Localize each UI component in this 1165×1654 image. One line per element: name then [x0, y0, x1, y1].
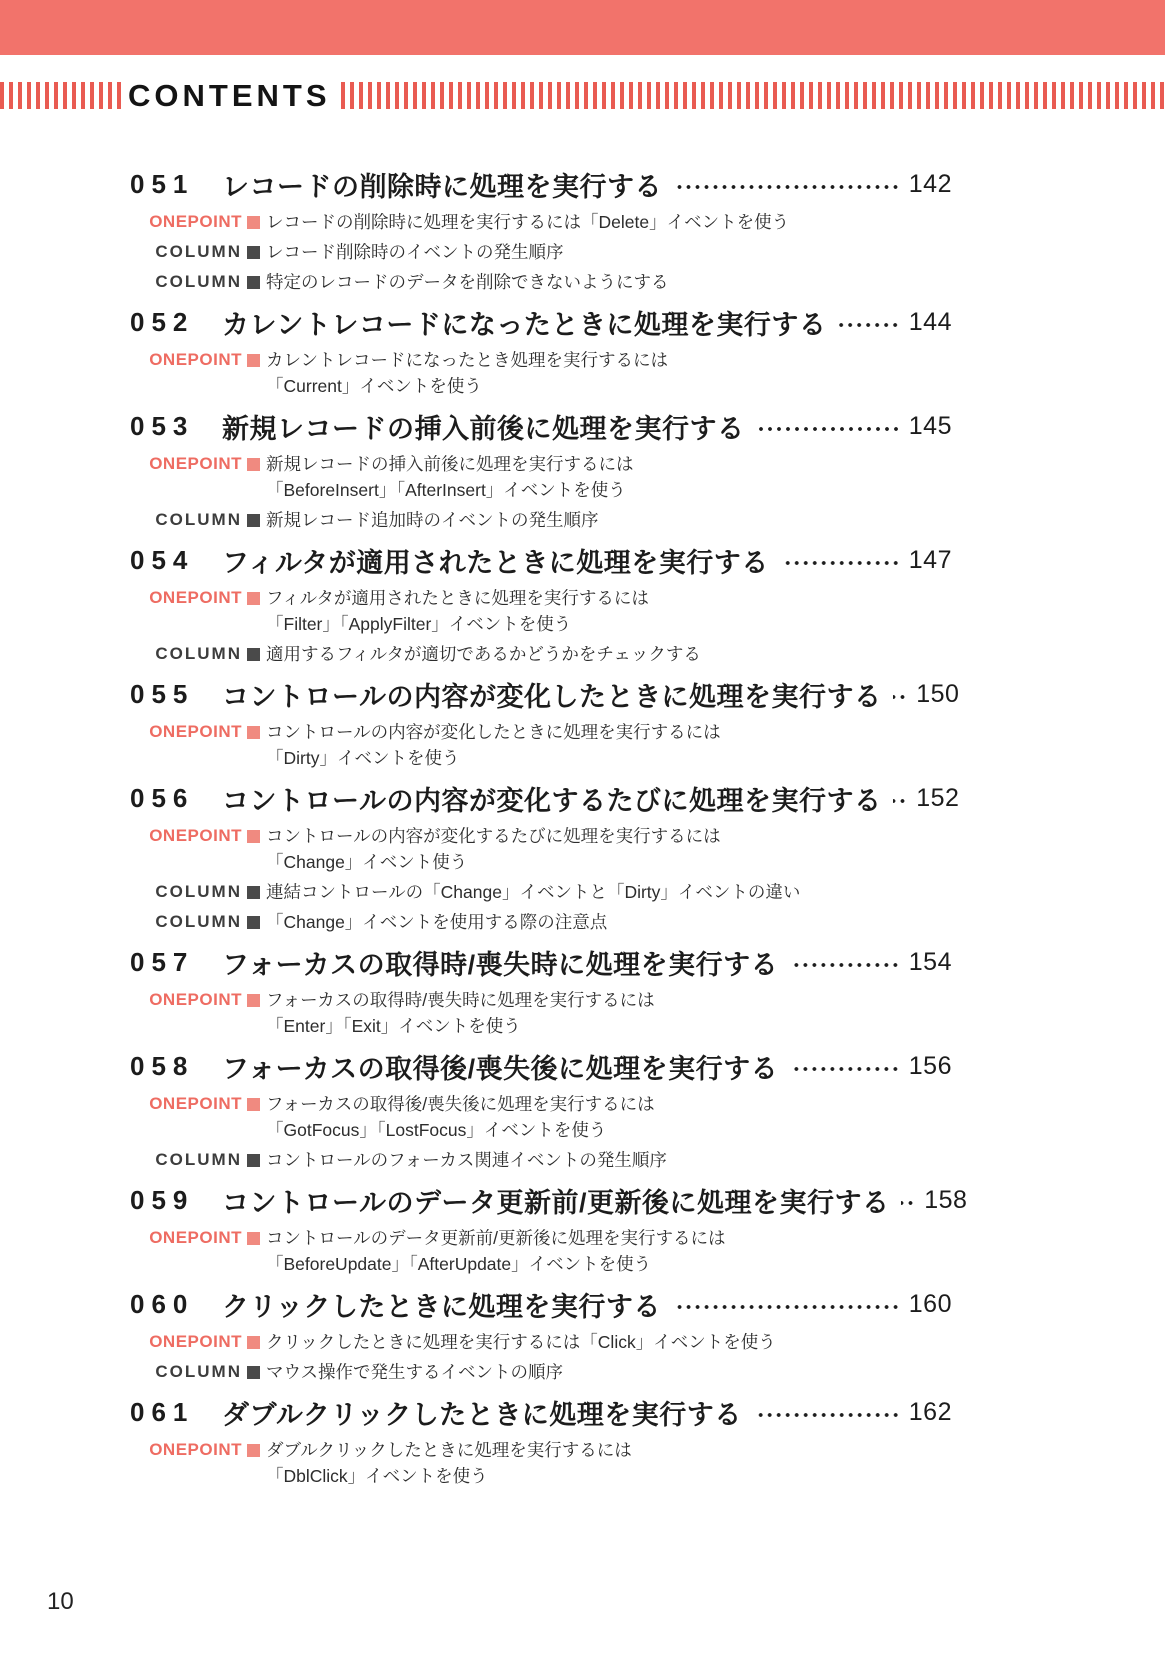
sub-entry	[130, 1329, 952, 1355]
sub-entry-text	[266, 719, 721, 771]
bullet-square-icon	[247, 354, 260, 367]
sub-entry-line: 「BeforeInsert」「AfterInsert」イベントを使う	[266, 480, 626, 500]
sub-entry-text	[266, 1147, 667, 1173]
sub-entries	[130, 585, 952, 667]
sub-entry-label: COLUMN	[155, 644, 242, 663]
toc-entry-row	[130, 1286, 952, 1322]
sub-entries	[130, 1225, 952, 1277]
sub-entry-label: ONEPOINT	[149, 722, 242, 741]
page-title: CONTENTS	[128, 78, 331, 113]
sub-entry-label: ONEPOINT	[149, 588, 242, 607]
toc-list	[130, 166, 968, 1498]
sub-entry	[130, 451, 952, 503]
toc-entry	[130, 1182, 968, 1277]
sub-entry-label: ONEPOINT	[149, 454, 242, 473]
sub-entry-text	[266, 879, 800, 905]
entry-page-number: 144	[908, 307, 952, 336]
entry-number: 052	[130, 306, 195, 337]
sub-entry-label: ONEPOINT	[149, 1228, 242, 1247]
sub-entries	[130, 209, 952, 295]
sub-entry-line: 特定のレコードのデータを削除できないようにする	[266, 272, 669, 292]
toc-entry-row	[130, 676, 960, 712]
bullet-square-icon	[247, 726, 260, 739]
entry-page-number: 162	[908, 1397, 952, 1426]
sub-entry	[130, 585, 952, 637]
bullet-square-icon	[247, 1098, 260, 1111]
sub-entry-label: ONEPOINT	[149, 350, 242, 369]
leader-dots	[781, 560, 900, 566]
sub-entries	[130, 823, 952, 935]
toc-entry-row	[130, 780, 960, 816]
entry-title: フィルタが適用されたときに処理を実行する	[222, 547, 769, 578]
sub-entry-line: 「Filter」「ApplyFilter」イベントを使う	[266, 614, 572, 634]
sub-entry-line: 新規レコードの挿入前後に処理を実行するには	[266, 454, 634, 474]
sub-entry-line: 適用するフィルタが適切であるかどうかをチェックする	[266, 644, 701, 664]
sub-entry-text	[266, 1437, 632, 1489]
sub-entry-line: 「Change」イベント使う	[266, 852, 468, 872]
sub-entries	[130, 347, 952, 399]
leader-dots	[757, 426, 901, 432]
sub-entry-line: 「Change」イベントを使用する際の注意点	[266, 912, 608, 932]
toc-entry-row	[130, 944, 952, 980]
sub-entry-line: 「DblClick」イベントを使う	[266, 1466, 488, 1486]
sub-entry-line: レコード削除時のイベントの発生順序	[266, 242, 564, 262]
entry-title: レコードの削除時に処理を実行する	[222, 171, 662, 202]
toc-entry	[130, 944, 952, 1039]
leader-dots	[901, 1200, 915, 1206]
sub-entry-label: ONEPOINT	[149, 990, 242, 1009]
sub-entry-line: カレントレコードになったとき処理を実行するには	[266, 350, 669, 370]
sub-entry	[130, 909, 952, 935]
sub-entry-line: マウス操作で発生するイベントの順序	[266, 1362, 563, 1382]
sub-entry	[130, 1359, 952, 1385]
sub-entry-line: 新規レコード追加時のイベントの発生順序	[266, 510, 599, 530]
sub-entry-label: COLUMN	[155, 272, 242, 291]
entry-number: 061	[130, 1396, 195, 1427]
entry-title: フォーカスの取得時/喪失時に処理を実行する	[222, 949, 779, 980]
bullet-square-icon	[247, 246, 260, 259]
bullet-square-icon	[247, 514, 260, 527]
sub-entry-label: ONEPOINT	[149, 1332, 242, 1351]
leader-dots	[790, 962, 900, 968]
entry-page-number: 150	[916, 679, 960, 708]
entry-title: コントロールの内容が変化するたびに処理を実行する	[222, 785, 882, 816]
leader-dots	[893, 798, 907, 804]
sub-entry-line: フォーカスの取得時/喪失時に処理を実行するには	[266, 990, 655, 1010]
toc-entry	[130, 1048, 952, 1173]
sub-entry-line: フィルタが適用されたときに処理を実行するには	[266, 588, 649, 608]
entry-number: 059	[130, 1184, 195, 1215]
sub-entries	[130, 1091, 952, 1173]
sub-entry-line: 連結コントロールの「Change」イベントと「Dirty」イベントの違い	[266, 882, 801, 902]
sub-entry-line: コントロールのフォーカス関連イベントの発生順序	[266, 1150, 667, 1170]
bullet-square-icon	[247, 886, 260, 899]
toc-entry-row	[130, 304, 952, 340]
sub-entries	[130, 719, 952, 771]
leader-dots	[754, 1412, 900, 1418]
toc-entry	[130, 542, 952, 667]
sub-entry-text	[266, 987, 655, 1039]
sub-entry-line: コントロールのデータ更新前/更新後に処理を実行するには	[266, 1228, 726, 1248]
bullet-square-icon	[247, 830, 260, 843]
sub-entry-label: ONEPOINT	[149, 1094, 242, 1113]
entry-number: 058	[130, 1050, 195, 1081]
entry-number: 060	[130, 1288, 195, 1319]
sub-entries	[130, 1437, 952, 1489]
bullet-square-icon	[247, 1154, 260, 1167]
sub-entry-text	[266, 209, 789, 235]
sub-entry	[130, 507, 952, 533]
leader-dots	[790, 1066, 900, 1072]
sub-entry-line: クリックしたときに処理を実行するには「Click」イベントを使う	[266, 1332, 776, 1352]
sub-entry-label: ONEPOINT	[149, 212, 242, 231]
sub-entry	[130, 239, 952, 265]
sub-entry-label: ONEPOINT	[149, 826, 242, 845]
entry-title: フォーカスの取得後/喪失後に処理を実行する	[222, 1053, 779, 1084]
sub-entry-line: レコードの削除時に処理を実行するには「Delete」イベントを使う	[266, 212, 790, 232]
header-stripes-left-icon	[0, 82, 122, 109]
toc-entry	[130, 1394, 952, 1489]
sub-entry-text	[266, 507, 599, 533]
entry-title: ダブルクリックしたときに処理を実行する	[222, 1399, 742, 1430]
sub-entry-text	[266, 451, 634, 503]
sub-entry-text	[266, 641, 701, 667]
sub-entry	[130, 987, 952, 1039]
bullet-square-icon	[247, 1366, 260, 1379]
sub-entries	[130, 451, 952, 533]
toc-entry	[130, 1286, 952, 1385]
bullet-square-icon	[247, 994, 260, 1007]
sub-entry-line: 「Enter」「Exit」イベントを使う	[266, 1016, 521, 1036]
sub-entry	[130, 1147, 952, 1173]
entry-page-number: 142	[908, 169, 952, 198]
entry-page-number: 152	[916, 783, 960, 812]
leader-dots	[893, 694, 907, 700]
bullet-square-icon	[247, 648, 260, 661]
toc-entry-row	[130, 166, 952, 202]
entry-number: 051	[130, 168, 195, 199]
sub-entry-line: ダブルクリックしたときに処理を実行するには	[266, 1440, 632, 1460]
sub-entry	[130, 347, 952, 399]
entry-page-number: 158	[924, 1185, 968, 1214]
top-accent-band	[0, 0, 1165, 55]
sub-entry-line: 「Current」イベントを使う	[266, 376, 482, 396]
entry-title: コントロールのデータ更新前/更新後に処理を実行する	[222, 1187, 890, 1218]
bullet-square-icon	[247, 1336, 260, 1349]
bullet-square-icon	[247, 592, 260, 605]
sub-entry-label: ONEPOINT	[149, 1440, 242, 1459]
entry-page-number: 154	[908, 947, 952, 976]
sub-entry	[130, 1437, 952, 1489]
entry-page-number: 147	[908, 545, 952, 574]
toc-entry	[130, 676, 960, 771]
sub-entry	[130, 209, 952, 235]
entry-number: 056	[130, 782, 195, 813]
entry-number: 057	[130, 946, 195, 977]
sub-entry-text	[266, 269, 669, 295]
sub-entries	[130, 987, 952, 1039]
entry-number: 054	[130, 544, 195, 575]
entry-page-number: 156	[908, 1051, 952, 1080]
sub-entry-text	[266, 1091, 655, 1143]
sub-entry-label: COLUMN	[155, 882, 242, 901]
sub-entry-line: コントロールの内容が変化するたびに処理を実行するには	[266, 826, 721, 846]
entry-page-number: 145	[908, 411, 952, 440]
sub-entry-text	[266, 909, 607, 935]
toc-entry-row	[130, 1394, 952, 1430]
sub-entry	[130, 719, 952, 771]
entry-number: 053	[130, 410, 195, 441]
page-number: 10	[47, 1588, 74, 1615]
sub-entry-text	[266, 239, 564, 265]
toc-entry-row	[130, 408, 952, 444]
sub-entry-text	[266, 1329, 776, 1355]
toc-entry-row	[130, 542, 952, 578]
sub-entry-label: COLUMN	[155, 510, 242, 529]
sub-entry-text	[266, 1225, 726, 1277]
bullet-square-icon	[247, 1232, 260, 1245]
sub-entry	[130, 1225, 952, 1277]
sub-entry	[130, 1091, 952, 1143]
sub-entry-line: コントロールの内容が変化したときに処理を実行するには	[266, 722, 721, 742]
bullet-square-icon	[247, 458, 260, 471]
sub-entry-label: COLUMN	[155, 912, 242, 931]
toc-entry	[130, 166, 952, 295]
entry-page-number: 160	[908, 1289, 952, 1318]
leader-dots	[838, 322, 900, 328]
header-stripes-right-icon	[341, 82, 1165, 109]
sub-entry-line: 「BeforeUpdate」「AfterUpdate」イベントを使う	[266, 1254, 652, 1274]
toc-entry	[130, 780, 960, 935]
sub-entry-line: 「Dirty」イベントを使う	[266, 748, 460, 768]
sub-entry-line: 「GotFocus」「LostFocus」イベントを使う	[266, 1120, 607, 1140]
bullet-square-icon	[247, 1444, 260, 1457]
entry-title: 新規レコードの挿入前後に処理を実行する	[222, 413, 745, 444]
sub-entries	[130, 1329, 952, 1385]
toc-entry-row	[130, 1182, 968, 1218]
sub-entry	[130, 823, 952, 875]
entry-title: クリックしたときに処理を実行する	[222, 1291, 661, 1322]
sub-entry-text	[266, 1359, 563, 1385]
toc-entry	[130, 408, 952, 533]
contents-header	[0, 78, 1165, 113]
sub-entry	[130, 879, 952, 905]
sub-entry-text	[266, 347, 668, 399]
sub-entry-line: フォーカスの取得後/喪失後に処理を実行するには	[266, 1094, 655, 1114]
entry-title: コントロールの内容が変化したときに処理を実行する	[222, 681, 882, 712]
sub-entry-text	[266, 585, 649, 637]
sub-entry	[130, 269, 952, 295]
toc-entry	[130, 304, 952, 399]
leader-dots	[673, 1304, 900, 1310]
toc-entry-row	[130, 1048, 952, 1084]
bullet-square-icon	[247, 916, 260, 929]
entry-title: カレントレコードになったときに処理を実行する	[222, 309, 827, 340]
bullet-square-icon	[247, 216, 260, 229]
sub-entry-label: COLUMN	[155, 242, 242, 261]
bullet-square-icon	[247, 276, 260, 289]
sub-entry-label: COLUMN	[155, 1150, 242, 1169]
sub-entry-label: COLUMN	[155, 1362, 242, 1381]
entry-number: 055	[130, 678, 195, 709]
sub-entry-text	[266, 823, 721, 875]
leader-dots	[674, 184, 900, 190]
sub-entry	[130, 641, 952, 667]
